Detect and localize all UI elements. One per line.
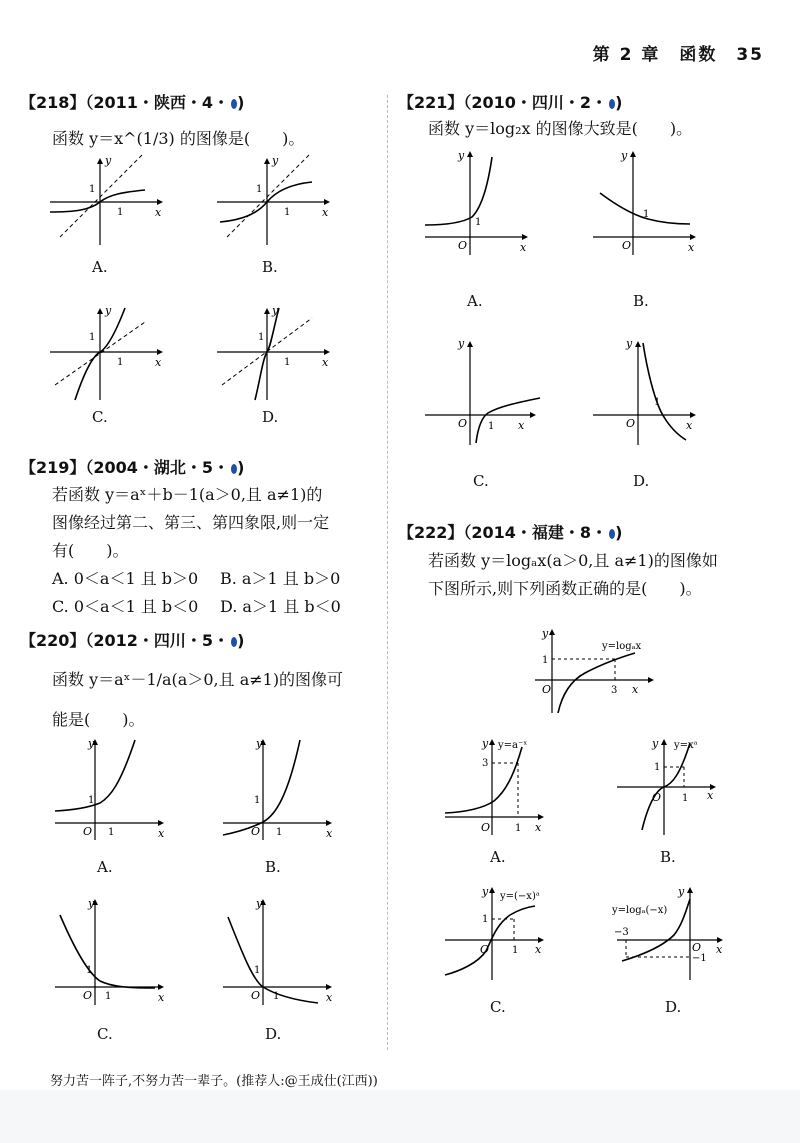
difficulty-drop-icon [231, 99, 237, 109]
q222-label-d-fn: y=logₐ(−x) [612, 905, 668, 916]
q222-label-b-fn: y=xᵃ [674, 740, 698, 751]
q220-label-c: C. [97, 1025, 113, 1043]
svg-text:1: 1 [86, 965, 93, 976]
q220-label-a: A. [97, 858, 113, 876]
q220-label-d: D. [265, 1025, 282, 1043]
q218-graph-a [45, 150, 170, 250]
svg-text:x: x [322, 206, 329, 219]
svg-text:3: 3 [611, 685, 618, 696]
footer-bar [0, 1090, 800, 1143]
svg-text:x: x [155, 356, 162, 369]
q218-heading: 【218】（2011・陕西・4・ ) [20, 93, 245, 112]
q219-option-c: C. 0＜a＜1 且 b＜0 [52, 597, 199, 616]
svg-text:y: y [626, 337, 633, 350]
q218-graph-d [212, 300, 337, 405]
svg-text:x: x [158, 991, 165, 1004]
q222-label-a: A. [490, 848, 506, 866]
q222-main-label: y=logₐx [602, 641, 642, 652]
svg-text:x: x [158, 827, 165, 840]
q222-graph-b [612, 735, 732, 840]
svg-text:1: 1 [89, 184, 96, 195]
svg-text:x: x [520, 241, 527, 254]
svg-text:x: x [632, 683, 639, 696]
svg-text:y: y [652, 737, 659, 750]
svg-text:1: 1 [682, 793, 689, 804]
svg-text:O: O [458, 239, 468, 252]
q219-line2: 图像经过第二、第三、第四象限,则一定 [52, 513, 330, 532]
svg-text:y: y [542, 627, 549, 640]
svg-text:O: O [622, 239, 632, 252]
q222-graph-c [440, 885, 560, 985]
q218-text: 函数 y＝x^(1/3) 的图像是( )。 [52, 129, 305, 148]
svg-text:1: 1 [654, 762, 661, 773]
q220-graph-b [218, 735, 343, 845]
svg-text:O: O [83, 989, 93, 1002]
q222-graph-a [440, 735, 560, 840]
svg-text:y: y [482, 885, 489, 898]
footer-quote: 努力苦一阵子,不努力苦一辈子。(推荐人:@王成仕(江西)) [50, 1074, 378, 1089]
svg-text:1: 1 [284, 207, 291, 218]
svg-text:3: 3 [482, 758, 489, 769]
q220-graph-c [50, 895, 175, 1010]
svg-text:y: y [88, 737, 95, 750]
svg-text:1: 1 [254, 965, 261, 976]
q219-option-b: B. a＞1 且 b＞0 [220, 569, 341, 588]
svg-text:O: O [542, 683, 552, 696]
difficulty-drop-icon [609, 529, 615, 539]
svg-text:x: x [326, 991, 333, 1004]
svg-text:1: 1 [108, 827, 115, 838]
svg-text:O: O [251, 825, 261, 838]
svg-text:1: 1 [542, 655, 549, 666]
svg-text:1: 1 [273, 991, 280, 1002]
svg-text:x: x [518, 419, 525, 432]
svg-text:1: 1 [475, 217, 482, 228]
q221-heading: 【221】（2010・四川・2・ ) [398, 93, 623, 112]
q222-main-graph [530, 625, 670, 715]
q218-graph-c [45, 300, 170, 405]
q219-option-d: D. a＞1 且 b＜0 [220, 597, 341, 616]
difficulty-drop-icon [231, 637, 237, 647]
svg-text:y: y [482, 737, 489, 750]
svg-text:1: 1 [88, 795, 95, 806]
svg-text:1: 1 [654, 397, 661, 408]
q220-graph-d [218, 895, 343, 1010]
difficulty-drop-icon [609, 99, 615, 109]
svg-text:O: O [481, 821, 491, 834]
svg-text:1: 1 [258, 332, 265, 343]
svg-text:x: x [707, 789, 714, 802]
svg-text:y: y [458, 149, 465, 162]
svg-text:1: 1 [515, 823, 522, 834]
svg-text:x: x [688, 241, 695, 254]
svg-text:1: 1 [254, 795, 261, 806]
svg-text:x: x [326, 827, 333, 840]
svg-text:O: O [83, 825, 93, 838]
svg-text:1: 1 [276, 827, 283, 838]
q222-label-c: C. [490, 998, 506, 1016]
svg-text:O: O [458, 417, 468, 430]
q222-line2: 下图所示,则下列函数正确的是( )。 [428, 579, 702, 598]
q220-line2: 能是( )。 [52, 710, 145, 729]
q222-label-d: D. [665, 998, 682, 1016]
q222-graph-d [612, 885, 737, 985]
svg-text:x: x [716, 943, 723, 956]
svg-text:O: O [251, 989, 261, 1002]
svg-text:y: y [621, 149, 628, 162]
q219-line3: 有( )。 [52, 541, 129, 560]
q220-heading: 【220】（2012・四川・5・ ) [20, 631, 245, 650]
q218-label-b: B. [262, 258, 278, 276]
q221-graph-b [588, 145, 708, 260]
q220-label-b: B. [265, 858, 281, 876]
q218-graph-b [212, 150, 337, 250]
q219-option-a: A. 0＜a＜1 且 b＞0 [52, 569, 199, 588]
svg-text:y: y [678, 885, 685, 898]
svg-text:1: 1 [488, 421, 495, 432]
svg-text:−1: −1 [692, 953, 707, 964]
q220-line1: 函数 y＝aˣ－1/a(a＞0,且 a≠1)的图像可 [52, 670, 344, 689]
svg-text:y: y [88, 897, 95, 910]
q219-heading: 【219】（2004・湖北・5・ ) [20, 458, 245, 477]
svg-text:1: 1 [89, 332, 96, 343]
svg-text:1: 1 [117, 357, 124, 368]
svg-text:x: x [155, 206, 162, 219]
q221-label-a: A. [467, 292, 483, 310]
svg-text:x: x [535, 943, 542, 956]
page-header: 第 2 章 函数 35 [592, 45, 764, 65]
q218-label-c: C. [92, 408, 108, 426]
column-divider [387, 95, 389, 1050]
svg-text:y: y [256, 737, 263, 750]
svg-text:y: y [105, 304, 112, 317]
svg-text:−3: −3 [614, 927, 629, 938]
q220-graph-a [50, 735, 175, 845]
svg-text:O: O [480, 943, 490, 956]
svg-text:y: y [272, 304, 279, 317]
svg-text:1: 1 [643, 209, 650, 220]
q221-label-b: B. [633, 292, 649, 310]
q221-graph-c [420, 335, 545, 450]
q219-line1: 若函数 y＝aˣ＋b－1(a＞0,且 a≠1)的 [52, 485, 323, 504]
svg-text:1: 1 [284, 357, 291, 368]
q222-line1: 若函数 y＝logₐx(a＞0,且 a≠1)的图像如 [428, 551, 718, 570]
q222-label-a-fn: y=a⁻ˣ [498, 740, 528, 751]
svg-text:1: 1 [117, 207, 124, 218]
svg-text:O: O [626, 417, 636, 430]
svg-text:1: 1 [482, 914, 489, 925]
svg-text:x: x [535, 821, 542, 834]
svg-text:x: x [322, 356, 329, 369]
q222-heading: 【222】（2014・福建・8・ ) [398, 523, 623, 542]
svg-text:x: x [686, 419, 693, 432]
svg-text:y: y [105, 154, 112, 167]
q222-label-b: B. [660, 848, 676, 866]
svg-text:1: 1 [256, 184, 263, 195]
svg-text:O: O [692, 941, 702, 954]
q218-label-a: A. [92, 258, 108, 276]
svg-text:y: y [256, 897, 263, 910]
svg-text:1: 1 [512, 945, 519, 956]
svg-text:y: y [458, 337, 465, 350]
svg-text:1: 1 [105, 991, 112, 1002]
q222-label-c-fn: y=(−x)ᵃ [500, 891, 540, 902]
q221-text: 函数 y＝log₂x 的图像大致是( )。 [428, 119, 693, 138]
q218-label-d: D. [262, 408, 279, 426]
svg-text:O: O [652, 791, 662, 804]
q221-graph-a [420, 145, 540, 260]
svg-text:y: y [272, 154, 279, 167]
q221-graph-d [588, 335, 708, 450]
q221-label-c: C. [473, 472, 489, 490]
difficulty-drop-icon [231, 464, 237, 474]
q221-label-d: D. [633, 472, 650, 490]
